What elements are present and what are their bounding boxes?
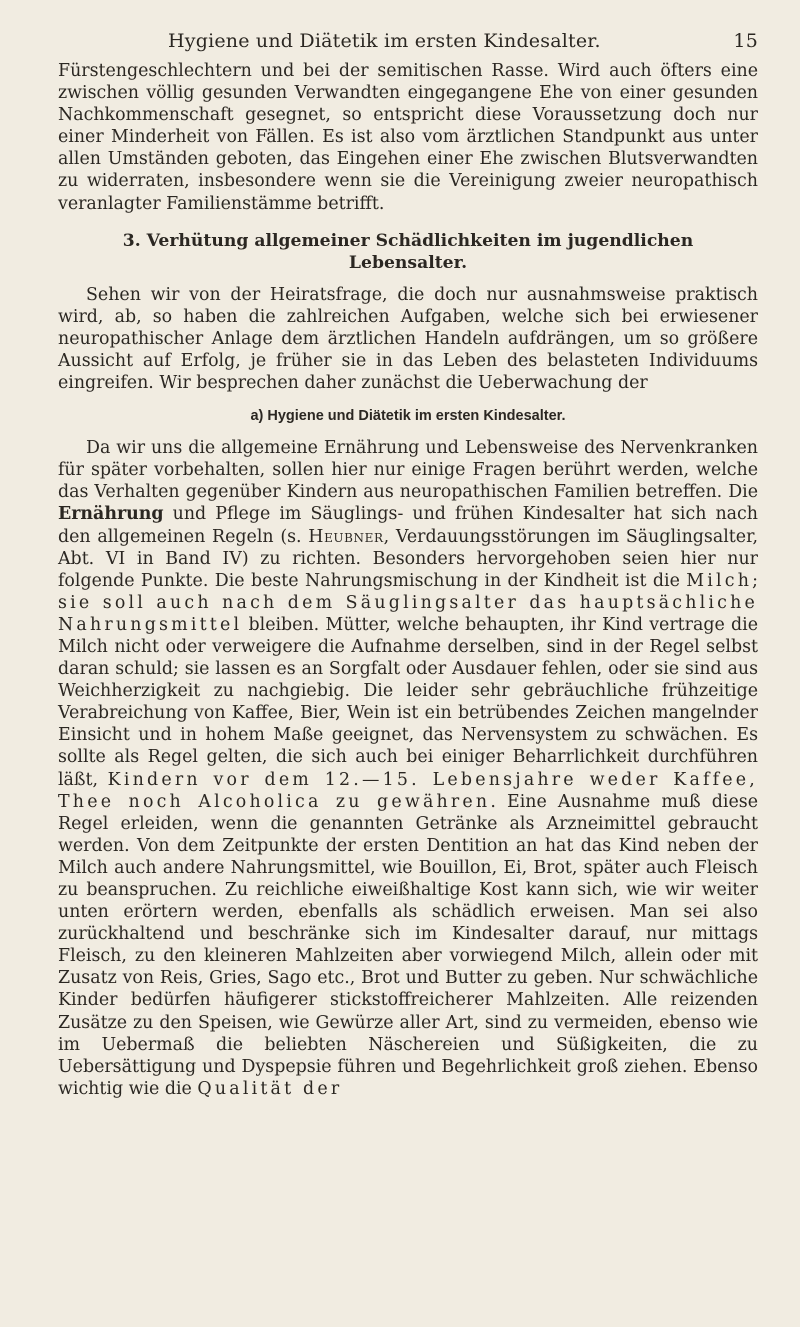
running-title: Hygiene und Diätetik im ersten Kindesalter.	[168, 30, 601, 52]
section-title	[58, 230, 758, 274]
subsection-paragraph	[58, 437, 758, 1100]
text-run: . Eine Ausnahme muß diese Regel erleiden, wenn die genannten Getränke als Arzneimittel gebraucht werden. Von dem Zeitpunkte der ersten Dentition an hat das Kind neben der Milch auch andere Nahrungsmittel, wie Bouillon, Ei, Brot, später auch Fleisch zu beanspruchen. Zu reichliche eiweißhaltige Kost kann sich, wie wir weiter unten erörtern werden, ebenfalls als schädlich erweisen. Man sei also zurückhaltend und beschränke sich im Kindesalter darauf, nur mittags Fleisch, zu den kleineren Mahlzeiten aber vorwiegend Milch, allein oder mit Zusatz von Reis, Gries, Sago etc., Brot und Butter zu geben. Nur schwächliche Kinder bedürfen häufigerer stickstoffreicherer Mahlzeiten. Alle reizenden Zusätze zu den Speisen, wie Gewürze aller Art, sind zu vermeiden, ebenso wie im Uebermaß die beliebten Näschereien und Süßigkeiten, die zu Uebersättigung und Dyspepsie führen und Begehrlichkeit groß ziehen. Ebenso wichtig wie die	[58, 791, 758, 1099]
running-head	[58, 20, 758, 60]
text-run: Da wir uns die allgemeine Ernährung und Lebensweise des Nervenkranken für später vorbehalten, sollen hier nur einige Fragen berührt werden, welche das Verhalten gegenüber Kindern aus neuropathischen Familien betreffen. Die	[58, 438, 758, 503]
page-body	[58, 60, 758, 1100]
section-title-line-2: Lebensalter.	[348, 252, 468, 273]
section-title-line-1: 3. Verhütung allgemeiner Schädlichkeiten im jugendlichen	[122, 230, 694, 251]
spaced-term-qualitaet: Qualität der	[197, 1078, 343, 1099]
page-number: 15	[733, 30, 758, 52]
spaced-term-milch: Milch	[686, 570, 753, 591]
subsection-title: a) Hygiene und Diätetik im ersten Kindesalter.	[250, 408, 566, 425]
text-run: bleiben. Mütter, welche behaupten, ihr Kind vertrage die Milch nicht oder verweigere die Aufnahme derselben, sind in der Regel selbst daran schuld; sie lassen es an Sorgfalt oder Ausdauer fehlen, oder sie sind aus Weichherzigkeit zu nachgiebig. Die leider sehr gebräuchliche frühzeitige Verabreichung von Kaffee, Bier, Wein ist ein betrübendes Zeichen mangelnder Einsicht und in hohem Maße geeignet, das Nervensystem zu schwächen. Es sollte als Regel gelten, die sich auch bei einiger Beharrlichkeit durchführen läßt,	[58, 614, 758, 790]
spaced-emphasis-nahrungsmittel: sie soll auch nach dem Säuglingsalter das hauptsächliche Nahrungsmittel	[58, 592, 758, 635]
bold-term-ernaehrung: Ernährung	[58, 504, 164, 525]
book-page	[58, 20, 758, 1310]
section-paragraph: Sehen wir von der Heiratsfrage, die doch nur ausnahmsweise praktisch wird, ab, so haben die zahlreichen Aufgaben, welche sich bei erwiesener neuropathischer Anlage dem ärztlichen Handeln aufdrängen, um so größere Aussicht auf Erfolg, je früher sie in das Leben des belasteten Individuums eingreifen. Wir besprechen daher zunächst die Ueberwachung der	[58, 284, 758, 394]
text-run: , Verdauungsstörungen im Säuglingsalter, Abt. VI in Band IV) zu richten. Besonders hervorgehoben seien hier nur folgende Punkte. Die beste Nahrungsmischung in der Kindheit ist die	[58, 526, 758, 591]
text-run: und Pflege im Säuglings- und frühen Kindesalter hat sich nach den allgemeinen Regeln (s.	[58, 504, 758, 547]
text-run: ;	[752, 570, 758, 591]
paragraph-continuation: Fürstengeschlechtern und bei der semitischen Rasse. Wird auch öfters eine zwischen völlig gesunden Verwandten eingegangene Ehe von einer gesunden Nachkommenschaft gesegnet, so entspricht diese Voraussetzung doch nur einer Minderheit von Fällen. Es ist also vom ärztlichen Standpunkt aus unter allen Umständen geboten, das Eingehen einer Ehe zwischen Blutsverwandten zu widerraten, insbesondere wenn sie die Vereinigung zweier neuropathisch veranlagter Familienstämme betrifft.	[58, 61, 758, 214]
spaced-emphasis-rule: Kindern vor dem 12.—15. Lebensjahre weder Kaffee, Thee noch Alcoholica zu gewähren	[58, 769, 758, 812]
author-name-heubner: Heubner	[308, 526, 384, 547]
